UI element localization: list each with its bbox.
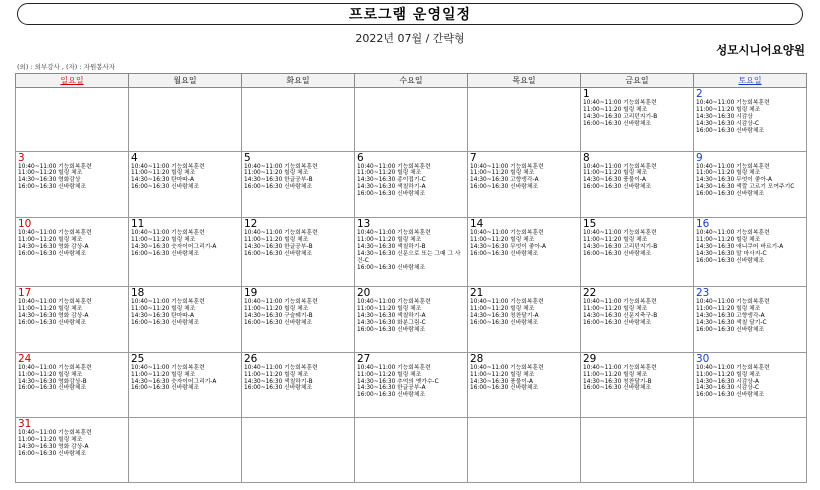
event-entry: 14:30~16:30 색칠하기-B [357,244,426,251]
day-number: 17 [18,287,32,300]
event-entry: 14:30~16:30 종이접기-C [357,177,426,184]
day-number: 8 [583,151,590,164]
day-number: 14 [470,218,484,231]
day-number: 23 [696,287,710,300]
event-entry: 16:00~16:30 신바람체조 [131,319,200,326]
event-entry: 11:00~11:20 힐링 체조 [583,170,648,177]
weekday-label: 월요일 [173,76,197,85]
event-entry: 14:30~16:30 고리던지기-B [583,244,658,251]
day-number: 15 [583,218,597,231]
event-entry: 16:00~16:30 신바람체조 [131,385,200,392]
page-title: 프로그램 운영일정 [348,7,472,23]
event-entry: 10:40~11:00 기능회복훈련 [583,364,657,371]
weekday-label: 목요일 [512,76,536,85]
week-row [16,352,807,418]
event-entry: 11:00~11:20 힐링 체조 [244,170,309,177]
event-entry: 16:00~16:30 신바람체조 [18,451,87,458]
weekday-header-monday [129,74,242,88]
event-entry: 14:30~16:30 추억의 옛가수-C [357,378,439,385]
event-entry: 11:00~11:20 힐링 체조 [583,106,648,113]
event-entry: 10:40~11:00 기능회복훈련 [470,364,544,371]
event-entry: 11:00~11:20 힐링 체조 [470,170,535,177]
legend-note: (외) : 외부강사 , (자) : 자원봉사자 [17,63,116,71]
event-entry: 10:40~11:00 기능회복훈련 [470,163,544,170]
event-entry: 16:00~16:30 신바람체조 [244,184,313,191]
event-entry: 11:00~11:20 힐링 체조 [131,371,196,378]
event-entry: 14:30~16:30 무엇이 좋아-A [696,177,773,184]
event-entry: 10:40~11:00 기능회복훈련 [696,299,770,306]
event-entry: 10:40~11:00 기능회복훈련 [18,230,92,237]
calendar-day-cell [355,88,468,152]
calendar-day-cell [355,287,468,353]
calendar-day-cell [242,352,355,418]
event-entry: 11:00~11:20 힐링 체조 [18,305,83,312]
day-number: 18 [131,287,145,300]
event-entry: 11:00~11:20 힐링 체조 [696,305,761,312]
event-entry: 16:00~16:30 신바람체조 [244,385,313,392]
calendar-day-cell [581,418,694,483]
calendar-day-cell [694,218,807,287]
day-number: 21 [470,287,484,300]
week-row [16,418,807,483]
event-entry: 10:40~11:00 기능회복훈련 [131,364,205,371]
event-entry: 16:00~16:30 신바람체조 [131,250,200,257]
event-entry: 14:30~16:30 고향생각-A [470,177,539,184]
event-entry: 11:00~11:20 힐링 체조 [470,371,535,378]
event-entry: 11:00~11:20 힐링 체조 [357,237,422,244]
weekday-label: 화요일 [286,76,310,85]
calendar-day-cell [694,287,807,353]
event-entry: 11:00~11:20 힐링 체조 [18,237,83,244]
event-entry: 10:40~11:00 기능회복훈련 [244,163,318,170]
event-entry: 16:00~16:30 신바람체조 [18,184,87,191]
event-entry: 11:00~11:20 힐링 체조 [357,371,422,378]
event-entry: 16:00~16:30 신바람체조 [583,120,652,127]
event-entry: 11:00~11:20 힐링 체조 [131,237,196,244]
event-entry: 10:40~11:00 기능회복훈련 [696,230,770,237]
day-number: 30 [696,352,710,365]
calendar-day-cell [129,151,242,218]
calendar-day-cell [581,218,694,287]
event-entry: 10:40~11:00 기능회복훈련 [357,230,431,237]
day-number: 22 [583,287,597,300]
event-entry: 14:30~16:30 시감상-C [696,385,760,392]
calendar-day-cell [468,352,581,418]
day-number: 13 [357,218,371,231]
week-row [16,151,807,218]
event-entry: 10:40~11:00 기능회복훈련 [470,230,544,237]
calendar-day-cell [581,287,694,353]
event-entry: 10:40~11:00 기능회복훈련 [696,364,770,371]
event-entry: 11:00~11:20 힐링 체조 [131,170,196,177]
calendar-day-cell [694,352,807,418]
event-entry: 16:00~16:30 신바람체조 [696,392,765,399]
calendar-day-cell [242,151,355,218]
calendar-day-cell [581,88,694,152]
calendar-day-cell [129,418,242,483]
day-number: 16 [696,218,710,231]
event-entry: 10:40~11:00 기능회복훈련 [244,364,318,371]
calendar-day-cell [16,352,129,418]
event-entry: 11:00~11:20 힐링 체조 [18,437,83,444]
day-number: 9 [696,151,703,164]
event-entry: 14:30~16:30 색칠 달기-C [696,319,767,326]
event-entry: 11:00~11:20 힐링 체조 [357,305,422,312]
event-entry: 11:00~11:20 힐링 체조 [696,237,761,244]
calendar-day-cell [355,352,468,418]
event-entry: 14:30~16:30 탄마따-A [131,312,194,319]
week-row [16,287,807,353]
calendar-day-cell [468,287,581,353]
event-entry: 11:00~11:20 힐링 체조 [357,170,422,177]
event-entry: 16:00~16:30 신바람체조 [583,319,652,326]
event-entry: 11:00~11:20 힐링 체조 [583,237,648,244]
event-entry: 14:30~16:30 고향생각-A [696,312,765,319]
event-entry: 11:00~11:20 힐링 체조 [131,305,196,312]
event-entry: 14:30~16:30 풍물이-A [583,177,646,184]
event-entry: 11:00~11:20 힐링 체조 [18,170,83,177]
organization-name: 성모시니어요양원 [716,43,805,57]
day-number: 24 [18,352,32,365]
event-entry: 16:00~16:30 신바람체조 [18,250,87,257]
event-entry: 14:30~16:30 시감상-A [696,378,759,385]
week-row [16,218,807,287]
event-entry: 16:00~16:30 신바람체조 [696,257,765,264]
calendar-day-cell [16,418,129,483]
calendar-day-cell [129,352,242,418]
event-entry: 16:00~16:30 신바람체조 [583,385,652,392]
event-entry: 11:00~11:20 힐링 체조 [244,305,309,312]
event-entry: 16:00~16:30 신바람체조 [244,250,313,257]
event-entry: 16:00~16:30 신바람체조 [357,191,426,198]
event-entry: 11:00~11:20 힐링 체조 [18,371,83,378]
event-entry: 11:00~11:20 힐링 체조 [583,371,648,378]
calendar-body [16,88,807,483]
calendar-day-cell [242,287,355,353]
day-number: 27 [357,352,371,365]
calendar-day-cell [16,88,129,152]
day-number: 2 [696,88,703,100]
event-entry: 14:30~16:30 시감상-C [696,120,760,127]
event-entry: 16:00~16:30 신바람체조 [696,127,765,134]
event-entry: 14:30~16:30 고리던지기-B [583,113,658,120]
event-entry: 16:00~16:30 신바람체조 [583,250,652,257]
event-entry: 14:30~16:30 색칠하기-B [244,378,313,385]
day-number: 25 [131,352,145,365]
event-entry: 14:30~16:30 영화 감상-A [18,444,89,451]
weekday-header-friday [581,74,694,88]
event-entry: 14:30~16:30 색칠하기-A [357,184,426,191]
calendar-day-cell [468,88,581,152]
event-entry: 10:40~11:00 기능회복훈련 [131,299,205,306]
day-number: 20 [357,287,371,300]
event-entry: 10:40~11:00 기능회복훈련 [357,299,431,306]
calendar-table [15,73,807,483]
event-entry: 10:40~11:00 기능회복훈련 [244,299,318,306]
week-row [16,88,807,152]
weekday-label: 일요일 [60,76,84,85]
event-entry: 10:40~11:00 기능회복훈련 [357,364,431,371]
page-subtitle: 2022년 07월 / 간략형 [355,32,465,45]
weekday-header-wednesday [355,74,468,88]
day-number: 12 [244,218,258,231]
calendar-day-cell [468,418,581,483]
event-entry: 10:40~11:00 기능회복훈련 [583,100,657,106]
event-entry: 14:30~16:30 칭찬달기-B [583,378,652,385]
calendar-day-cell [581,352,694,418]
weekday-header-thursday [468,74,581,88]
weekday-label: 금요일 [625,76,649,85]
event-entry: 14:30~16:30 신문으로 또는 그때 그 사건-C [357,250,461,264]
calendar-day-cell [242,418,355,483]
event-entry: 14:30~16:30 칭찬달기-A [470,312,539,319]
event-entry: 16:00~16:30 신바람체조 [357,392,426,399]
event-entry: 11:00~11:20 힐링 체조 [696,106,761,113]
day-number: 7 [470,151,477,164]
event-entry: 16:00~16:30 신바람체조 [357,326,426,333]
event-entry: 14:30~16:30 신문지축구-B [583,312,658,319]
day-number: 31 [18,418,32,431]
event-entry: 14:30~16:30 영화 감상-A [18,312,89,319]
event-entry: 14:30~16:30 한글공부-B [244,177,313,184]
event-entry: 16:00~16:30 신바람체조 [244,319,313,326]
event-entry: 11:00~11:20 힐링 체조 [470,237,535,244]
event-entry: 10:40~11:00 기능회복훈련 [583,230,657,237]
event-entry: 10:40~11:00 기능회복훈련 [696,163,770,170]
event-entry: 10:40~11:00 기능회복훈련 [18,163,92,170]
event-entry: 16:00~16:30 신바람체조 [470,385,539,392]
event-entry: 14:30~16:30 영화 감상-A [18,244,89,251]
event-entry: 14:30~16:30 숫자이어그리기-A [131,244,217,251]
day-number: 11 [131,218,145,231]
calendar-day-cell [129,287,242,353]
calendar-day-cell [694,151,807,218]
event-entry: 10:40~11:00 기능회복훈련 [696,100,770,106]
day-number: 4 [131,151,138,164]
event-entry: 14:30~16:30 한글공부-A [357,385,426,392]
calendar-day-cell [16,218,129,287]
day-number: 10 [18,218,32,231]
event-entry: 11:00~11:20 힐링 체조 [583,305,648,312]
event-entry: 14:30~16:30 화분그림-C [357,319,426,326]
event-entry: 10:40~11:00 기능회복훈련 [583,163,657,170]
weekday-label: 수요일 [399,76,423,85]
day-number: 28 [470,352,484,365]
event-entry: 16:00~16:30 신바람체조 [357,264,426,271]
event-entry: 14:30~16:30 말 마사지-C [696,250,767,257]
calendar-day-cell [355,418,468,483]
event-entry: 16:00~16:30 신바람체조 [18,385,87,392]
event-entry: 14:30~16:30 애니쿠어 바르기-A [696,244,784,251]
event-entry: 10:40~11:00 기능회복훈련 [357,163,431,170]
title-banner [17,3,803,25]
weekday-header-saturday [694,74,807,88]
day-number: 6 [357,151,364,164]
event-entry: 11:00~11:20 힐링 체조 [244,371,309,378]
event-entry: 14:30~16:30 색깔 고르기 모여주기C [696,184,795,191]
event-entry: 10:40~11:00 기능회복훈련 [131,163,205,170]
calendar-day-cell [581,151,694,218]
event-entry: 14:30~16:30 시감상 [696,113,753,120]
calendar-day-cell [694,88,807,152]
event-entry: 11:00~11:20 힐링 체조 [696,170,761,177]
event-entry: 10:40~11:00 기능회복훈련 [18,430,92,437]
calendar-day-cell [16,287,129,353]
event-entry: 14:30~16:30 구슬꿰기-B [244,312,313,319]
event-entry: 14:30~16:30 숫자이어그리기-A [131,378,217,385]
event-entry: 10:40~11:00 기능회복훈련 [470,299,544,306]
weekday-header-tuesday [242,74,355,88]
calendar-day-cell [16,151,129,218]
event-entry: 16:00~16:30 신바람체조 [696,326,765,333]
event-entry: 10:40~11:00 기능회복훈련 [244,230,318,237]
calendar-day-cell [355,151,468,218]
weekday-header-row [16,74,807,88]
day-number: 26 [244,352,258,365]
event-entry: 10:40~11:00 기능회복훈련 [18,364,92,371]
event-entry: 14:30~16:30 풍물이-A [470,378,533,385]
calendar-day-cell [468,151,581,218]
day-number: 29 [583,352,597,365]
calendar-day-cell [129,218,242,287]
day-number: 1 [583,88,590,100]
event-entry: 11:00~11:20 힐링 체조 [244,237,309,244]
calendar-day-cell [242,88,355,152]
day-number: 5 [244,151,251,164]
event-entry: 11:00~11:20 힐링 체조 [470,305,535,312]
event-entry: 16:00~16:30 신바람체조 [18,319,87,326]
calendar-day-cell [242,218,355,287]
day-number: 19 [244,287,258,300]
event-entry: 16:00~16:30 신바람체조 [470,319,539,326]
event-entry: 11:00~11:20 힐링 체조 [696,371,761,378]
event-entry: 10:40~11:00 기능회복훈련 [583,299,657,306]
event-entry: 14:30~16:30 무엇이 좋아-A [470,244,547,251]
calendar-day-cell [355,218,468,287]
calendar-day-cell [468,218,581,287]
weekday-header-sunday [16,74,129,88]
event-entry: 14:30~16:30 탄마따-A [131,177,194,184]
day-number: 3 [18,151,25,164]
weekday-label: 토요일 [738,76,762,85]
event-entry: 16:00~16:30 신바람체조 [696,191,765,198]
event-entry: 16:00~16:30 신바람체조 [470,184,539,191]
calendar-day-cell [694,418,807,483]
event-entry: 16:00~16:30 신바람체조 [131,184,200,191]
calendar-day-cell [129,88,242,152]
event-entry: 10:40~11:00 기능회복훈련 [131,230,205,237]
event-entry: 16:00~16:30 신바람체조 [583,184,652,191]
event-entry: 16:00~16:30 신바람체조 [470,250,539,257]
event-entry: 14:30~16:30 영화감상 [18,177,81,184]
event-entry: 14:30~16:30 한글공부-B [244,244,313,251]
event-entry: 10:40~11:00 기능회복훈련 [18,299,92,306]
event-entry: 14:30~16:30 영화감상-B [18,378,87,385]
event-entry: 14:30~16:30 색칠하기-A [357,312,426,319]
